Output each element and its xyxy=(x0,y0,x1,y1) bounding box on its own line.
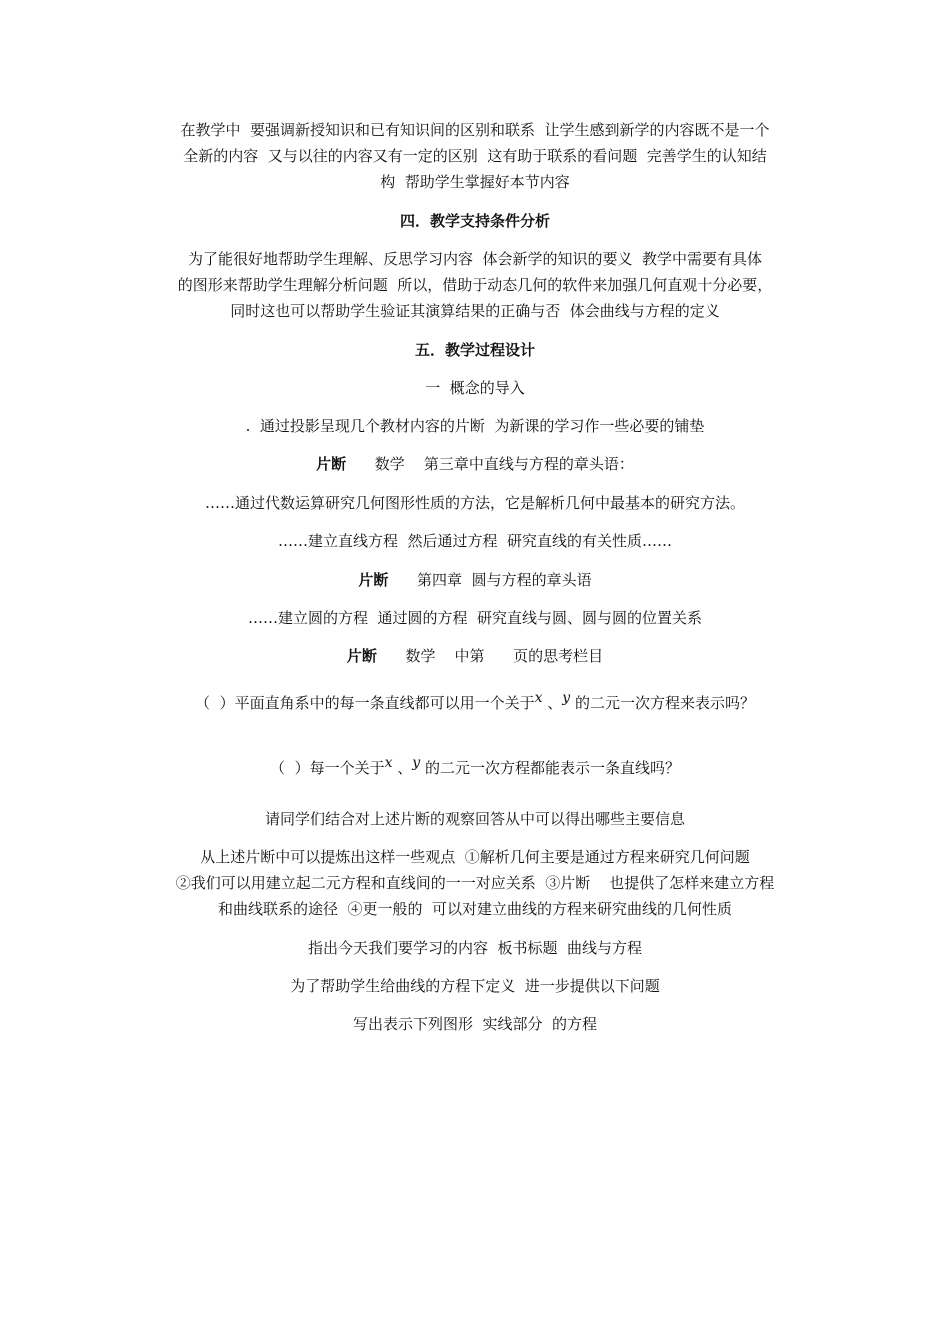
quote-line: ……建立圆的方程 通过圆的方程 研究直线与圆、圆与圆的位置关系 xyxy=(247,609,703,627)
variable-y: y xyxy=(562,690,571,706)
question-line: （ ）每一个关于x 、y 的二元一次方程都能表示一条直线吗？ xyxy=(270,755,680,777)
list-item: . 通过投影呈现几个教材内容的片断 为新课的学习作一些必要的铺垫 xyxy=(245,417,705,435)
paragraph-line: ②我们可以用建立起二元方程和直线间的一一对应关系 ③片断 也提供了怎样来建立方程 xyxy=(175,874,775,892)
fragment-label: 片断 xyxy=(316,455,347,473)
paragraph-line: 全新的内容 又与以往的内容又有一定的区别 这有助于联系的看问题 完善学生的认知结 xyxy=(183,147,767,165)
question-line: （ ）平面直角系中的每一条直线都可以用一个关于x 、y 的二元一次方程来表示吗？ xyxy=(195,690,755,712)
paragraph-line: 在教学中 要强调新授知识和已有知识间的区别和联系 让学生感到新学的内容既不是一个 xyxy=(180,121,770,139)
variable-y: y xyxy=(412,755,421,771)
subsection-heading: 一 概念的导入 xyxy=(425,379,525,397)
section-heading: 四．教学支持条件分析 xyxy=(399,212,550,230)
paragraph-line: 指出今天我们要学习的内容 板书标题 曲线与方程 xyxy=(307,939,643,957)
fragment-text: 数学 中第 页的思考栏目 xyxy=(405,647,604,665)
fragment-heading xyxy=(0,643,950,669)
fragment-label: 片断 xyxy=(358,571,389,589)
paragraph-line: 同时这也可以帮助学生验证其演算结果的正确与否 体会曲线与方程的定义 xyxy=(230,302,720,320)
paragraph-line: 构 帮助学生掌握好本节内容 xyxy=(380,173,570,191)
quote-line: ……建立直线方程 然后通过方程 研究直线的有关性质…… xyxy=(277,532,673,550)
quote-line: ……通过代数运算研究几何图形性质的方法，它是解析几何中最基本的研究方法。 xyxy=(204,494,745,512)
fragment-heading xyxy=(0,567,950,593)
variable-x: x xyxy=(534,690,543,706)
paragraph-line: 的图形来帮助学生理解分析问题 所以，借助于动态几何的软件来加强几何直观十分必要， xyxy=(177,276,773,294)
paragraph-line: 从上述片断中可以提炼出这样一些观点 ①解析几何主要是通过方程来研究几何问题 xyxy=(200,848,750,866)
prompt-line: 请同学们结合对上述片断的观察回答从中可以得出哪些主要信息 xyxy=(264,810,685,828)
section-heading: 五．教学过程设计 xyxy=(414,341,535,359)
fragment-heading xyxy=(0,451,950,477)
fragment-text: 数学 第三章中直线与方程的章头语： xyxy=(374,455,634,473)
paragraph-line: 为了帮助学生给曲线的方程下定义 进一步提供以下问题 xyxy=(290,977,660,995)
variable-x: x xyxy=(384,755,393,771)
paragraph-line: 写出表示下列图形 实线部分 的方程 xyxy=(352,1015,598,1033)
fragment-label: 片断 xyxy=(346,647,377,665)
paragraph-line: 为了能很好地帮助学生理解、反思学习内容 体会新学的知识的要义 教学中需要有具体 xyxy=(187,250,763,268)
fragment-text: 第四章 圆与方程的章头语 xyxy=(417,571,592,589)
paragraph-line: 和曲线联系的途径 ④更一般的 可以对建立曲线的方程来研究曲线的几何性质 xyxy=(217,900,733,918)
